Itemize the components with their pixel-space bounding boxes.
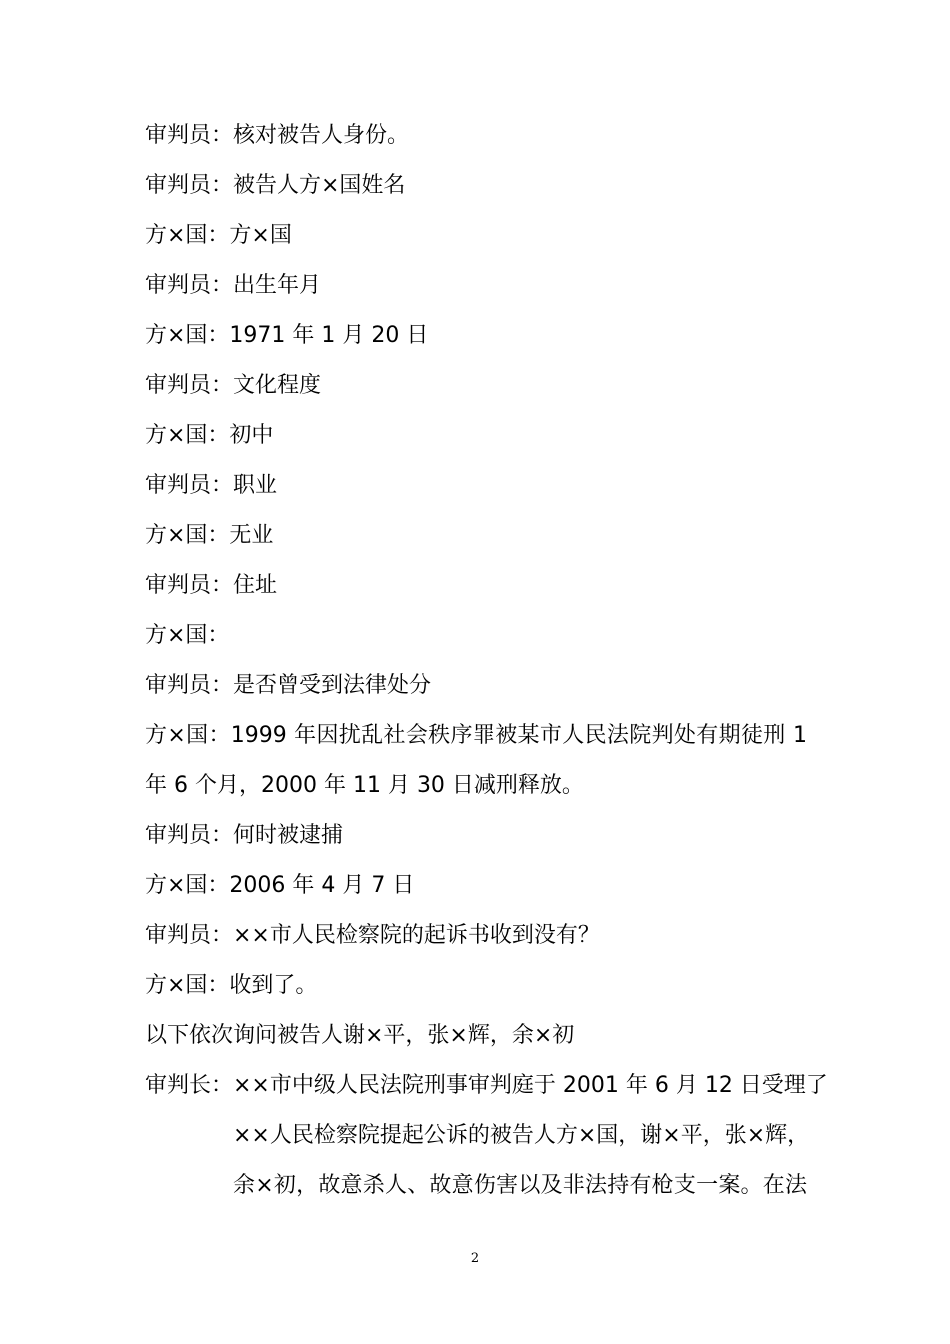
transcript-line: 方×国：收到了。 <box>145 973 318 998</box>
transcript-line: 年 6 个月，2000 年 11 月 30 日减刑释放。 <box>145 773 584 798</box>
transcript-line: 审判员：职业 <box>145 473 278 498</box>
transcript-line: 方×国： <box>145 623 230 648</box>
transcript-line: 审判员：文化程度 <box>145 373 322 398</box>
transcript-line: 方×国：初中 <box>145 423 274 448</box>
transcript-line: 审判员：是否曾受到法律处分 <box>145 673 432 698</box>
transcript-line: 审判员：核对被告人身份。 <box>145 123 410 148</box>
transcript-line: ××人民检察院提起公诉的被告人方×国，谢×平，张×辉， <box>233 1123 810 1148</box>
transcript-line: 审判员：被告人方×国姓名 <box>145 173 406 198</box>
transcript-line: 审判员：出生年月 <box>145 273 322 298</box>
transcript-line: 方×国：2006 年 4 月 7 日 <box>145 873 415 898</box>
transcript-line: 以下依次询问被告人谢×平，张×辉，余×初 <box>145 1023 575 1048</box>
transcript-line: 审判员：××市人民检察院的起诉书收到没有？ <box>145 923 600 948</box>
transcript-line: 方×国：无业 <box>145 523 274 548</box>
transcript-line: 余×初，故意杀人、故意伤害以及非法持有枪支一案。在法 <box>233 1173 807 1198</box>
page-number: 2 <box>470 1251 480 1266</box>
transcript-body <box>145 111 828 1211</box>
transcript-line: 方×国：方×国 <box>145 223 292 248</box>
transcript-line: 方×国：1999 年因扰乱社会秩序罪被某市人民法院判处有期徒刑 1 <box>145 723 807 748</box>
transcript-line: 审判员：何时被逮捕 <box>145 823 344 848</box>
transcript-line: 方×国：1971 年 1 月 20 日 <box>145 323 429 348</box>
transcript-line: 审判员：住址 <box>145 573 278 598</box>
transcript-line: 审判长：××市中级人民法院刑事审判庭于 2001 年 6 月 12 日受理了 <box>145 1073 828 1098</box>
